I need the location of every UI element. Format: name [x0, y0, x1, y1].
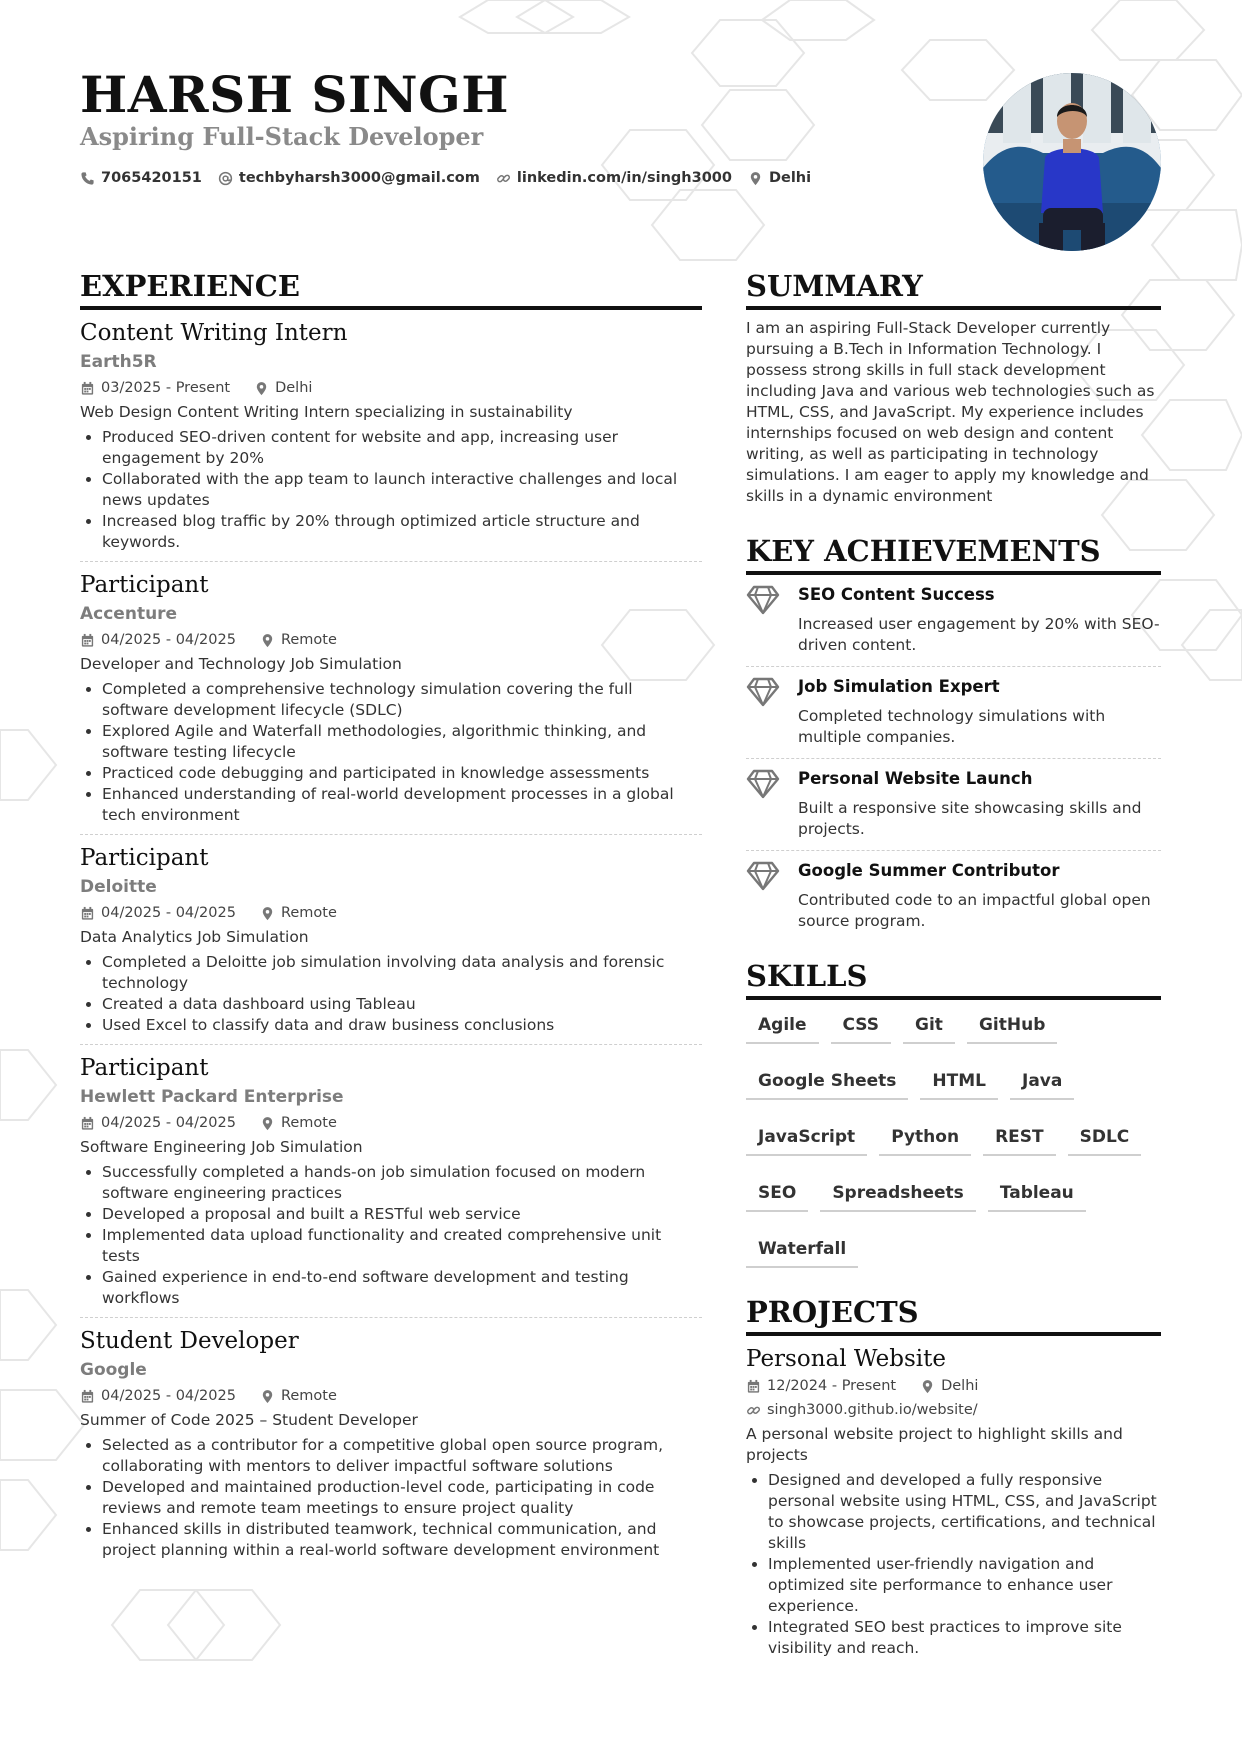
achievement-title: Google Summer Contributor [798, 861, 1060, 880]
list-item: • Produced SEO-driven content for website and app, increasing user engagement by 20% [102, 427, 702, 469]
achievement-text: Built a responsive site showcasing skills and projects. [798, 799, 1142, 838]
list-item: • Practiced code debugging and participated in knowledge assessments [102, 763, 702, 784]
project-bullets [746, 1470, 1161, 1659]
right-column [746, 268, 1161, 1659]
job-description: Software Engineering Job Simulation [80, 1138, 363, 1156]
job-title: Student Developer [80, 1328, 299, 1354]
phone-text: 7065420151 [101, 170, 202, 186]
list-item: • Developed and maintained production-level code, participating in code reviews and remote team meetings to ensure project quality [102, 1477, 702, 1519]
project-meta [746, 1374, 1161, 1398]
achievement-text: Completed technology simulations with multiple companies. [798, 707, 1106, 746]
skill-tag: Java [1010, 1066, 1074, 1100]
job-location: Remote [280, 1388, 337, 1404]
job-description: Web Design Content Writing Intern specializing in sustainability [80, 403, 573, 421]
skill-tag: Python [879, 1122, 971, 1156]
project-link-row[interactable] [746, 1398, 1161, 1422]
location-pin-icon [260, 633, 275, 648]
skill-tag: Google Sheets [746, 1066, 908, 1100]
skill-tag: REST [983, 1122, 1056, 1156]
phone-icon [80, 171, 95, 186]
skill-tag: JavaScript [746, 1122, 867, 1156]
skill-tag: CSS [831, 1010, 892, 1044]
achievement-item [746, 851, 1161, 942]
achievements-heading: KEY ACHIEVEMENTS [746, 533, 1161, 575]
job-dates: 03/2025 - Present [101, 380, 231, 396]
link-icon [746, 1403, 761, 1418]
achievement-item [746, 759, 1161, 851]
contact-linkedin[interactable] [496, 170, 732, 186]
calendar-icon [80, 1116, 95, 1131]
job-meta [80, 628, 702, 652]
list-item: • Created a data dashboard using Tableau [102, 994, 702, 1015]
job-dates: 04/2025 - 04/2025 [101, 905, 236, 921]
projects-heading: PROJECTS [746, 1294, 1161, 1336]
job-meta [80, 376, 702, 400]
location-pin-icon [748, 171, 763, 186]
skill-tag: SEO [746, 1178, 808, 1212]
achievement-title: Job Simulation Expert [798, 677, 1000, 696]
list-item: • Implemented user-friendly navigation and optimized site performance to enhance user experience. [768, 1554, 1161, 1617]
skill-tag: Git [903, 1010, 955, 1044]
summary-heading: SUMMARY [746, 268, 1161, 310]
skill-tag: GitHub [967, 1010, 1057, 1044]
linkedin-text: linkedin.com/in/singh3000 [516, 170, 732, 186]
achievement-text: Increased user engagement by 20% with SEO-driven content. [798, 615, 1160, 654]
job-location: Remote [280, 905, 337, 921]
experience-entry [80, 562, 702, 835]
list-item: • Explored Agile and Waterfall methodologies, algorithmic thinking, and software testing lifecycle [102, 721, 702, 763]
job-location: Remote [280, 632, 337, 648]
list-item: • Enhanced understanding of real-world development processes in a global tech environment [102, 784, 702, 826]
achievement-item [746, 667, 1161, 759]
diamond-icon [746, 859, 782, 932]
project-location: Delhi [941, 1378, 979, 1394]
summary-text: I am an aspiring Full-Stack Developer currently pursuing a B.Tech in Information Technology. I possess strong skills in full stack development including Java and various web technologies such as HTML, CSS, and JavaScript. My experience includes internships focused on web design and content writing, as well as participating in technology simulations. I am eager to apply my knowledge and skills in a dynamic environment [746, 319, 1155, 505]
list-item: • Enhanced skills in distributed teamwork, technical communication, and project planning within a real-world software development environment [102, 1519, 702, 1561]
company-name: Google [80, 1360, 147, 1380]
project-link[interactable]: singh3000.github.io/website/ [767, 1402, 978, 1418]
location-pin-icon [260, 1116, 275, 1131]
job-meta [80, 901, 702, 925]
job-title: Content Writing Intern [80, 320, 348, 346]
experience-entry [80, 1045, 702, 1318]
diamond-icon [746, 767, 782, 840]
location-pin-icon [260, 1389, 275, 1404]
list-item: • Gained experience in end-to-end software development and testing workflows [102, 1267, 702, 1309]
location-pin-icon [254, 381, 269, 396]
list-item: • Implemented data upload functionality and created comprehensive unit tests [102, 1225, 702, 1267]
calendar-icon [80, 633, 95, 648]
list-item: • Developed a proposal and built a RESTful web service [102, 1204, 702, 1225]
list-item: • Completed a comprehensive technology simulation covering the full software development lifecycle (SDLC) [102, 679, 702, 721]
list-item: • Selected as a contributor for a competitive global open source program, collaborating with mentors to deliver impactful software solutions [102, 1435, 702, 1477]
calendar-icon [80, 906, 95, 921]
skills-heading: SKILLS [746, 958, 1161, 1000]
list-item: • Increased blog traffic by 20% through optimized article structure and keywords. [102, 511, 702, 553]
company-name: Accenture [80, 604, 178, 624]
contact-bar [80, 170, 811, 186]
location-pin-icon [260, 906, 275, 921]
project-title: Personal Website [746, 1346, 947, 1372]
list-item: • Integrated SEO best practices to improve site visibility and reach. [768, 1617, 1161, 1659]
list-item: • Used Excel to classify data and draw business conclusions [102, 1015, 702, 1036]
company-name: Hewlett Packard Enterprise [80, 1087, 344, 1107]
skill-tag: Tableau [988, 1178, 1086, 1212]
list-item: • Successfully completed a hands-on job simulation focused on modern software engineering practices [102, 1162, 702, 1204]
skill-tag: Agile [746, 1010, 819, 1044]
job-title: Participant [80, 845, 209, 871]
project-dates: 12/2024 - Present [767, 1378, 897, 1394]
calendar-icon [746, 1379, 761, 1394]
profile-photo [983, 73, 1161, 251]
job-dates: 04/2025 - 04/2025 [101, 1115, 236, 1131]
calendar-icon [80, 381, 95, 396]
link-icon [496, 171, 511, 186]
experience-entry [80, 310, 702, 562]
left-column [80, 268, 702, 1569]
candidate-role: Aspiring Full-Stack Developer [80, 122, 484, 151]
list-item: • Completed a Deloitte job simulation involving data analysis and forensic technology [102, 952, 702, 994]
job-location: Remote [280, 1115, 337, 1131]
job-description: Summer of Code 2025 – Student Developer [80, 1411, 418, 1429]
location-pin-icon [920, 1379, 935, 1394]
job-title: Participant [80, 572, 209, 598]
list-item: • Collaborated with the app team to launch interactive challenges and local news updates [102, 469, 702, 511]
achievement-title: Personal Website Launch [798, 769, 1033, 788]
experience-heading: EXPERIENCE [80, 268, 702, 310]
contact-location [748, 170, 811, 186]
achievement-item [746, 575, 1161, 667]
contact-phone[interactable] [80, 170, 202, 186]
job-meta [80, 1384, 702, 1408]
job-dates: 04/2025 - 04/2025 [101, 1388, 236, 1404]
skill-tag: SDLC [1068, 1122, 1142, 1156]
experience-entry [80, 835, 702, 1045]
list-item: • Designed and developed a fully responsive personal website using HTML, CSS, and JavaScript to showcase projects, certifications, and technical skills [768, 1470, 1161, 1554]
job-description: Developer and Technology Job Simulation [80, 655, 402, 673]
diamond-icon [746, 675, 782, 748]
job-description: Data Analytics Job Simulation [80, 928, 309, 946]
job-bullets [80, 679, 702, 826]
skill-tag: Waterfall [746, 1234, 858, 1268]
location-text: Delhi [768, 170, 812, 186]
job-bullets [80, 1435, 702, 1561]
company-name: Earth5R [80, 352, 157, 372]
job-meta [80, 1111, 702, 1135]
contact-email[interactable] [218, 170, 480, 186]
job-location: Delhi [275, 380, 313, 396]
job-bullets [80, 427, 702, 553]
company-name: Deloitte [80, 877, 157, 897]
project-entry [746, 1344, 1161, 1659]
experience-entry [80, 1318, 702, 1569]
project-description: A personal website project to highlight skills and projects [746, 1425, 1123, 1464]
achievement-text: Contributed code to an impactful global open source program. [798, 891, 1151, 930]
achievement-title: SEO Content Success [798, 585, 995, 604]
candidate-name: HARSH SINGH [80, 65, 509, 124]
skill-tag: Spreadsheets [820, 1178, 976, 1212]
calendar-icon [80, 1389, 95, 1404]
at-sign-icon [218, 171, 233, 186]
diamond-icon [746, 583, 782, 656]
job-bullets [80, 952, 702, 1036]
skill-tag: HTML [920, 1066, 998, 1100]
email-text: techbyharsh3000@gmail.com [238, 170, 480, 186]
job-dates: 04/2025 - 04/2025 [101, 632, 236, 648]
job-title: Participant [80, 1055, 209, 1081]
job-bullets [80, 1162, 702, 1309]
skills-list [746, 1000, 1161, 1268]
